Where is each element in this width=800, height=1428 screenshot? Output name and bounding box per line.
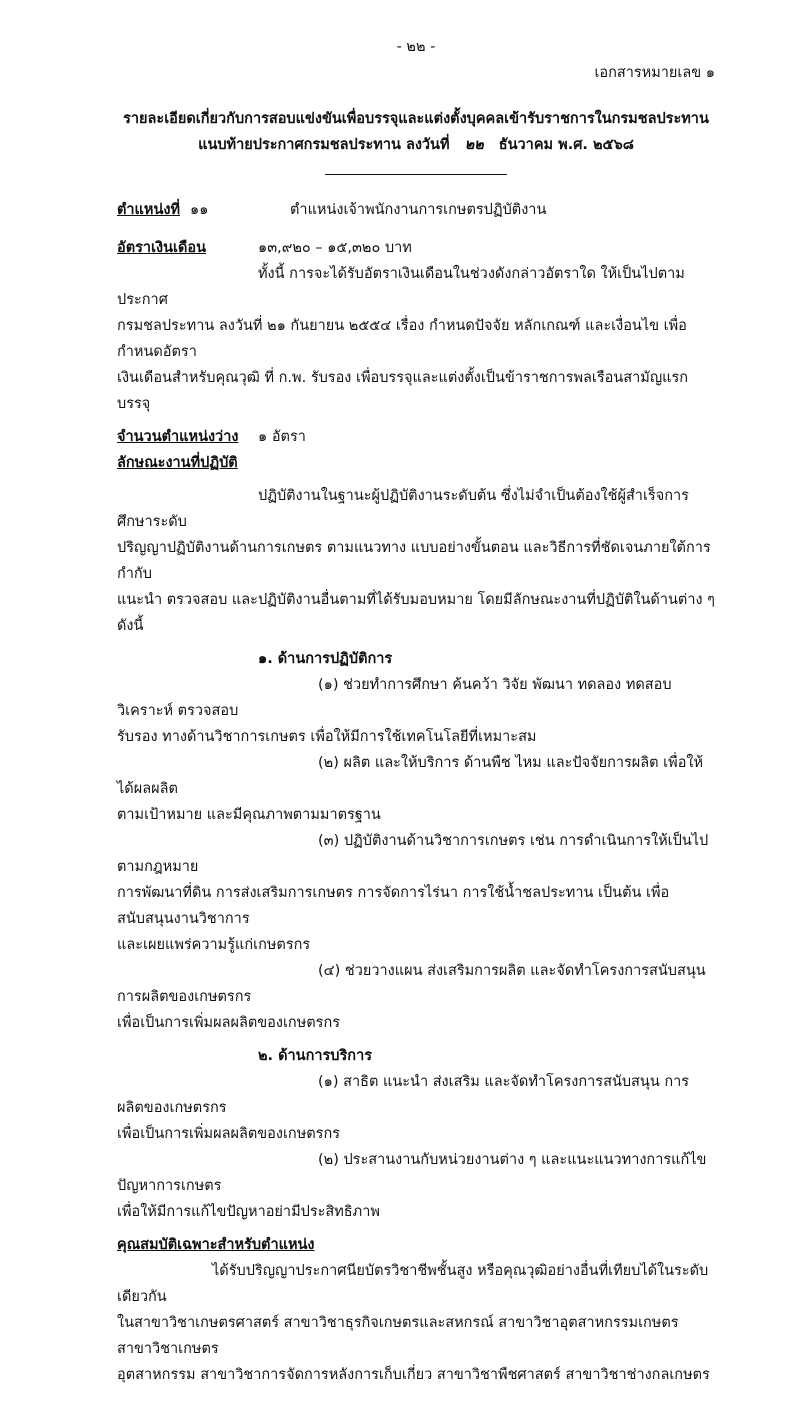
- page-number: - ๒๒ -: [396, 39, 436, 55]
- position-row: [117, 197, 715, 223]
- nature-intro-line: ปฏิบัติงานในฐานะผู้ปฏิบัติงานระดับต้น ซึ่งไม่จำเป็นต้องใช้ผู้สำเร็จการศึกษาระดับ: [117, 488, 689, 530]
- duty-line: และเผยแพร่ความรู้แก่เกษตรกร: [117, 937, 311, 953]
- salary-note-line: กรมชลประทาน ลงวันที่ ๒๑ กันยายน ๒๕๕๔ เรื่อง กำหนดปัจจัย หลักเกณฑ์ และเงื่อนไข เพื่อกำหนดอัตรา: [117, 318, 687, 360]
- duty-line: เพื่อเป็นการเพิ่มผลผลิตของเกษตรกร: [117, 1015, 341, 1031]
- nature-label: ลักษณะงานที่ปฏิบัติ: [117, 455, 238, 471]
- qualification-line: ในสาขาวิชาเกษตรศาสตร์ สาขาวิชาธุรกิจเกษตรและสหกรณ์ สาขาวิชาอุตสาหกรรมเกษตร สาขาวิชาเกษตร: [117, 1315, 679, 1357]
- handwritten-day: ๒๒: [464, 137, 484, 153]
- service-line: (๒) ประสานงานกับหน่วยงานต่าง ๆ และแนะแนวทางการแก้ไขปัญหาการเกษตร: [117, 1152, 707, 1194]
- nature-intro-line: ปริญญาปฏิบัติงานด้านการเกษตร ตามแนวทาง แบบอย่างขั้นตอน และวิธีการที่ชัดเจนภายใต้การกำกับ: [117, 540, 711, 582]
- vacancy-label: จำนวนตำแหน่งว่าง: [117, 429, 239, 445]
- title-line-2-prefix: แนบท้ายประกาศกรมชลประทาน ลงวันที่: [198, 137, 450, 153]
- salary-label: อัตราเงินเดือน: [117, 240, 206, 256]
- section-2-heading: ๒. ด้านการบริการ: [258, 1048, 372, 1064]
- duty-line: (๑) ช่วยทำการศึกษา ค้นคว้า วิจัย พัฒนา ทดลอง ทดสอบ วิเคราะห์ ตรวจสอบ: [117, 677, 672, 719]
- salary-value: ๑๓,๙๒๐ – ๑๕,๓๒๐ บาท: [258, 240, 412, 256]
- duty-line: ตามเป้าหมาย และมีคุณภาพตามมาตรฐาน: [117, 807, 381, 823]
- vacancy-value: ๑ อัตรา: [258, 429, 306, 445]
- duty-line: (๓) ปฏิบัติงานด้านวิชาการเกษตร เช่น การดำเนินการให้เป็นไปตามกฎหมาย: [117, 833, 709, 875]
- service-line: (๑) สาธิต แนะนำ ส่งเสริม และจัดทำโครงการสนับสนุน การผลิตของเกษตรกร: [117, 1074, 690, 1116]
- position-label: ตำแหน่งที่: [117, 202, 181, 218]
- nature-intro-line: แนะนำ ตรวจสอบ และปฏิบัติงานอื่นตามที่ได้รับมอบหมาย โดยมีลักษณะงานที่ปฏิบัติในด้านต่าง ๆ ดังนี้: [117, 592, 715, 634]
- salary-note-line: เงินเดือนสำหรับคุณวุฒิ ที่ ก.พ. รับรอง เพื่อบรรจุและแต่งตั้งเป็นข้าราชการพลเรือนสามัญแรกบรรจุ: [117, 370, 689, 412]
- service-line: เพื่อเป็นการเพิ่มผลผลิตของเกษตรกร: [117, 1126, 341, 1142]
- duty-line: การพัฒนาที่ดิน การส่งเสริมการเกษตร การจัดการไร่นา การใช้น้ำชลประทาน เป็นต้น เพื่อสนับสนุนงานวิชาการ: [117, 885, 670, 927]
- duty-line: (๔) ช่วยวางแผน ส่งเสริมการผลิต และจัดทำโครงการสนับสนุน การผลิตของเกษตรกร: [117, 963, 706, 1005]
- position-title: ตำแหน่งเจ้าพนักงานการเกษตรปฏิบัติงาน: [290, 202, 547, 218]
- duty-line: (๒) ผลิต และให้บริการ ด้านพืช ไหม และปัจจัยการผลิต เพื่อให้ได้ผลผลิต: [117, 755, 704, 797]
- salary-row: [117, 235, 715, 261]
- duty-line: รับรอง ทางด้านวิชาการเกษตร เพื่อให้มีการใช้เทคโนโลยีที่เหมาะสม: [117, 729, 537, 745]
- title-line-2-suffix: ธันวาคม พ.ศ. ๒๕๖๘: [498, 137, 634, 153]
- position-number: ๑๑: [190, 202, 209, 218]
- section-1-heading: ๑. ด้านการปฏิบัติการ: [258, 651, 393, 667]
- document-number: เอกสารหมายเลข ๑: [594, 65, 715, 81]
- salary-note-line: ทั้งนี้ การจะได้รับอัตราเงินเดือนในช่วงดังกล่าวอัตราใด ให้เป็นไปตามประกาศ: [117, 266, 685, 308]
- vacancy-row: [117, 424, 715, 450]
- qualification-line: อุตสาหกรรม สาขาวิชาการจัดการหลังการเก็บเกี่ยว สาขาวิชาพืชศาสตร์ สาขาวิชาช่างกลเกษตร: [117, 1367, 710, 1383]
- title-line-2: [97, 132, 735, 158]
- qualification-line: ได้รับปริญญาประกาศนียบัตรวิชาชีพชั้นสูง หรือคุณวุฒิอย่างอื่นที่เทียบได้ในระดับเดียวกัน: [117, 1263, 709, 1305]
- qualifications-label: คุณสมบัติเฉพาะสำหรับตำแหน่ง: [117, 1237, 315, 1253]
- service-line: เพื่อให้มีการแก้ไขปัญหาอย่ามีประสิทธิภาพ: [117, 1204, 380, 1220]
- divider: [325, 174, 507, 175]
- title-line-1: รายละเอียดเกี่ยวกับการสอบแข่งขันเพื่อบรรจุและแต่งตั้งบุคคลเข้ารับราชการในกรมชลประทาน: [123, 111, 709, 127]
